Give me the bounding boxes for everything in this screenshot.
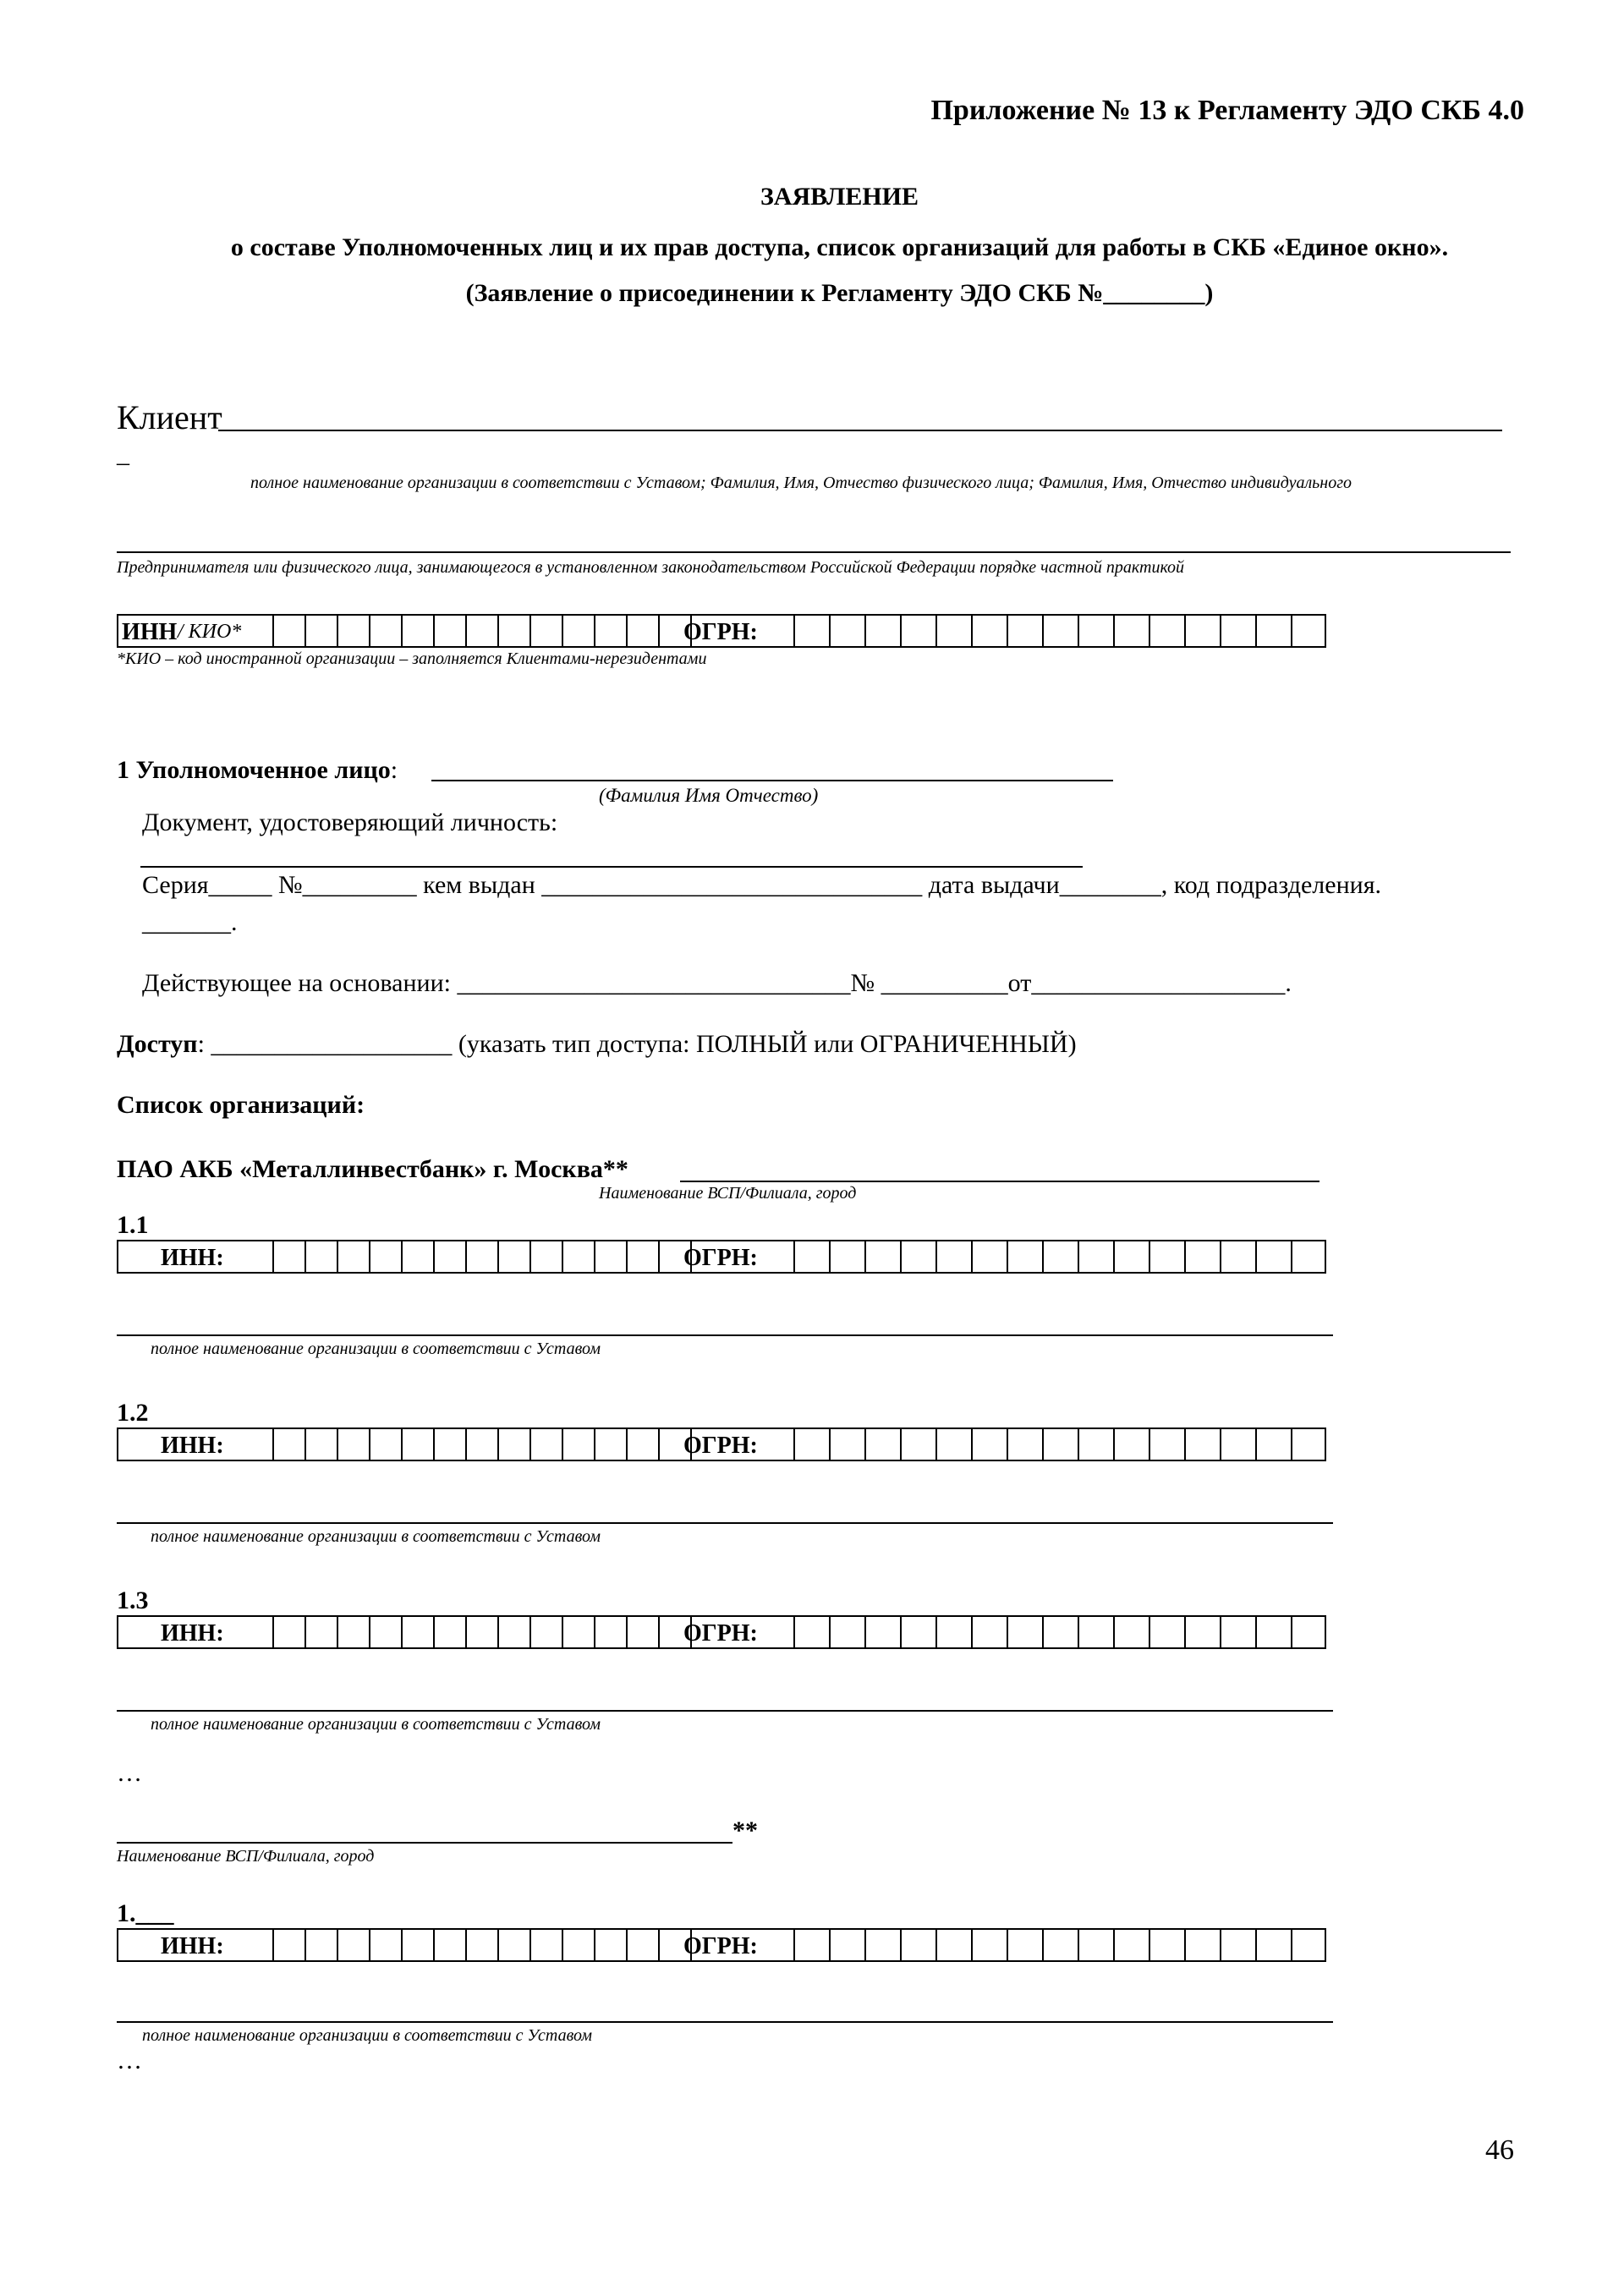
branch-hint: Наименование ВСП/Филиала, город [599, 1184, 857, 1203]
branch2-line[interactable] [117, 1842, 732, 1844]
fio-hint: (Фамилия Имя Отчество) [599, 785, 819, 806]
access-label: Доступ [117, 1030, 198, 1058]
branch2-hint: Наименование ВСП/Филиала, город [117, 1847, 375, 1866]
org-inn-label: ИНН: [161, 1933, 224, 1959]
branch2-stars: ** [732, 1817, 758, 1844]
org-name-hint: полное наименование организации в соответствии с Уставом [151, 1715, 601, 1734]
org-name-hint: полное наименование организации в соответствии с Уставом [142, 2026, 593, 2045]
ellipsis-2: … [117, 2047, 142, 2074]
org-name-hint: полное наименование организации в соответствии с Уставом [151, 1340, 601, 1358]
access-line [117, 1030, 1077, 1059]
org-ogrn-label: ОГРН: [683, 1245, 758, 1271]
org-inn-ogrn-grid[interactable] [117, 1615, 1326, 1649]
series-line[interactable]: Серия_____ №_________ кем выдан ______________________________ дата выдачи________, код подразделения. [142, 871, 1381, 899]
org-name-line[interactable] [117, 1522, 1333, 1524]
client-inn-label: ИНН [122, 619, 178, 645]
org-name-line[interactable] [117, 1334, 1333, 1336]
org-name-line[interactable] [117, 1710, 1333, 1712]
appendix-header: Приложение № 13 к Регламенту ЭДО СКБ 4.0 [930, 95, 1524, 126]
orgs-title: Список организаций: [117, 1091, 365, 1119]
org-item-number: 1.1 [117, 1211, 149, 1239]
org-inn-ogrn-grid[interactable] [117, 1427, 1326, 1461]
org-inn-ogrn-grid[interactable] [117, 1240, 1326, 1274]
access-text[interactable]: : ___________________ (указать тип доступа: ПОЛНЫЙ или ОГРАНИЧЕННЫЙ) [197, 1030, 1077, 1058]
org-ogrn-label: ОГРН: [683, 1933, 758, 1959]
org-item-number: 1.3 [117, 1586, 149, 1614]
org-inn-label: ИНН: [161, 1433, 224, 1459]
client-dash: _ [117, 440, 129, 468]
org-name-hint: полное наименование организации в соответствии с Уставом [151, 1527, 601, 1546]
page-number: 46 [1485, 2134, 1514, 2166]
document-title: ЗАЯВЛЕНИЕ [760, 183, 919, 211]
client-kio-label: / КИО* [178, 621, 242, 643]
person-title-line [117, 756, 398, 785]
org-inn-label: ИНН: [161, 1620, 224, 1647]
client-hint-1: полное наименование организации в соответствии с Уставом; Фамилия, Имя, Отчество физического лица; Фамилия, Имя, Отчество индивидуального [250, 474, 1352, 492]
client-label: Клиент [117, 398, 222, 436]
client-inn-ogrn-grid[interactable] [117, 614, 1326, 648]
client-name-line[interactable] [218, 430, 1502, 431]
series-line-2[interactable]: _______. [142, 908, 238, 936]
document-subtitle: о составе Уполномоченных лиц и их прав доступа, список организаций для работы в СКБ «Единое окно». [230, 233, 1449, 261]
doc-label: Документ, удостоверяющий личность: [142, 808, 558, 836]
org-name-line[interactable] [117, 2021, 1333, 2023]
ellipsis: … [117, 1759, 142, 1787]
document-subtitle-2: (Заявление о присоединении к Регламенту ЭДО СКБ №________) [465, 279, 1214, 307]
kio-note: *КИО – код иностранной организации – заполняется Клиентами-нерезидентами [117, 649, 707, 668]
bank-name: ПАО АКБ «Металлинвестбанк» г. Москва** [117, 1155, 628, 1183]
basis-line[interactable]: Действующее на основании: _______________________________№ __________от____________________. [142, 969, 1292, 997]
client-ogrn-label: ОГРН: [683, 619, 758, 645]
client-name-line-2[interactable] [117, 551, 1511, 553]
person-title: 1 Уполномоченное лицо [117, 756, 391, 784]
branch-line[interactable] [680, 1181, 1320, 1182]
person-fio-line[interactable] [431, 780, 1113, 781]
org-item-number: 1.___ [117, 1899, 174, 1927]
org-inn-label: ИНН: [161, 1245, 224, 1271]
client-hint-2: Предпринимателя или физического лица, занимающегося в установленном законодательством Российской Федерации порядке частной практикой [117, 558, 1185, 577]
org-ogrn-label: ОГРН: [683, 1620, 758, 1647]
person-colon: : [390, 756, 398, 784]
org-item-number: 1.2 [117, 1399, 149, 1427]
org-ogrn-label: ОГРН: [683, 1433, 758, 1459]
doc-line[interactable] [140, 866, 1083, 868]
org-inn-ogrn-grid[interactable] [117, 1928, 1326, 1962]
